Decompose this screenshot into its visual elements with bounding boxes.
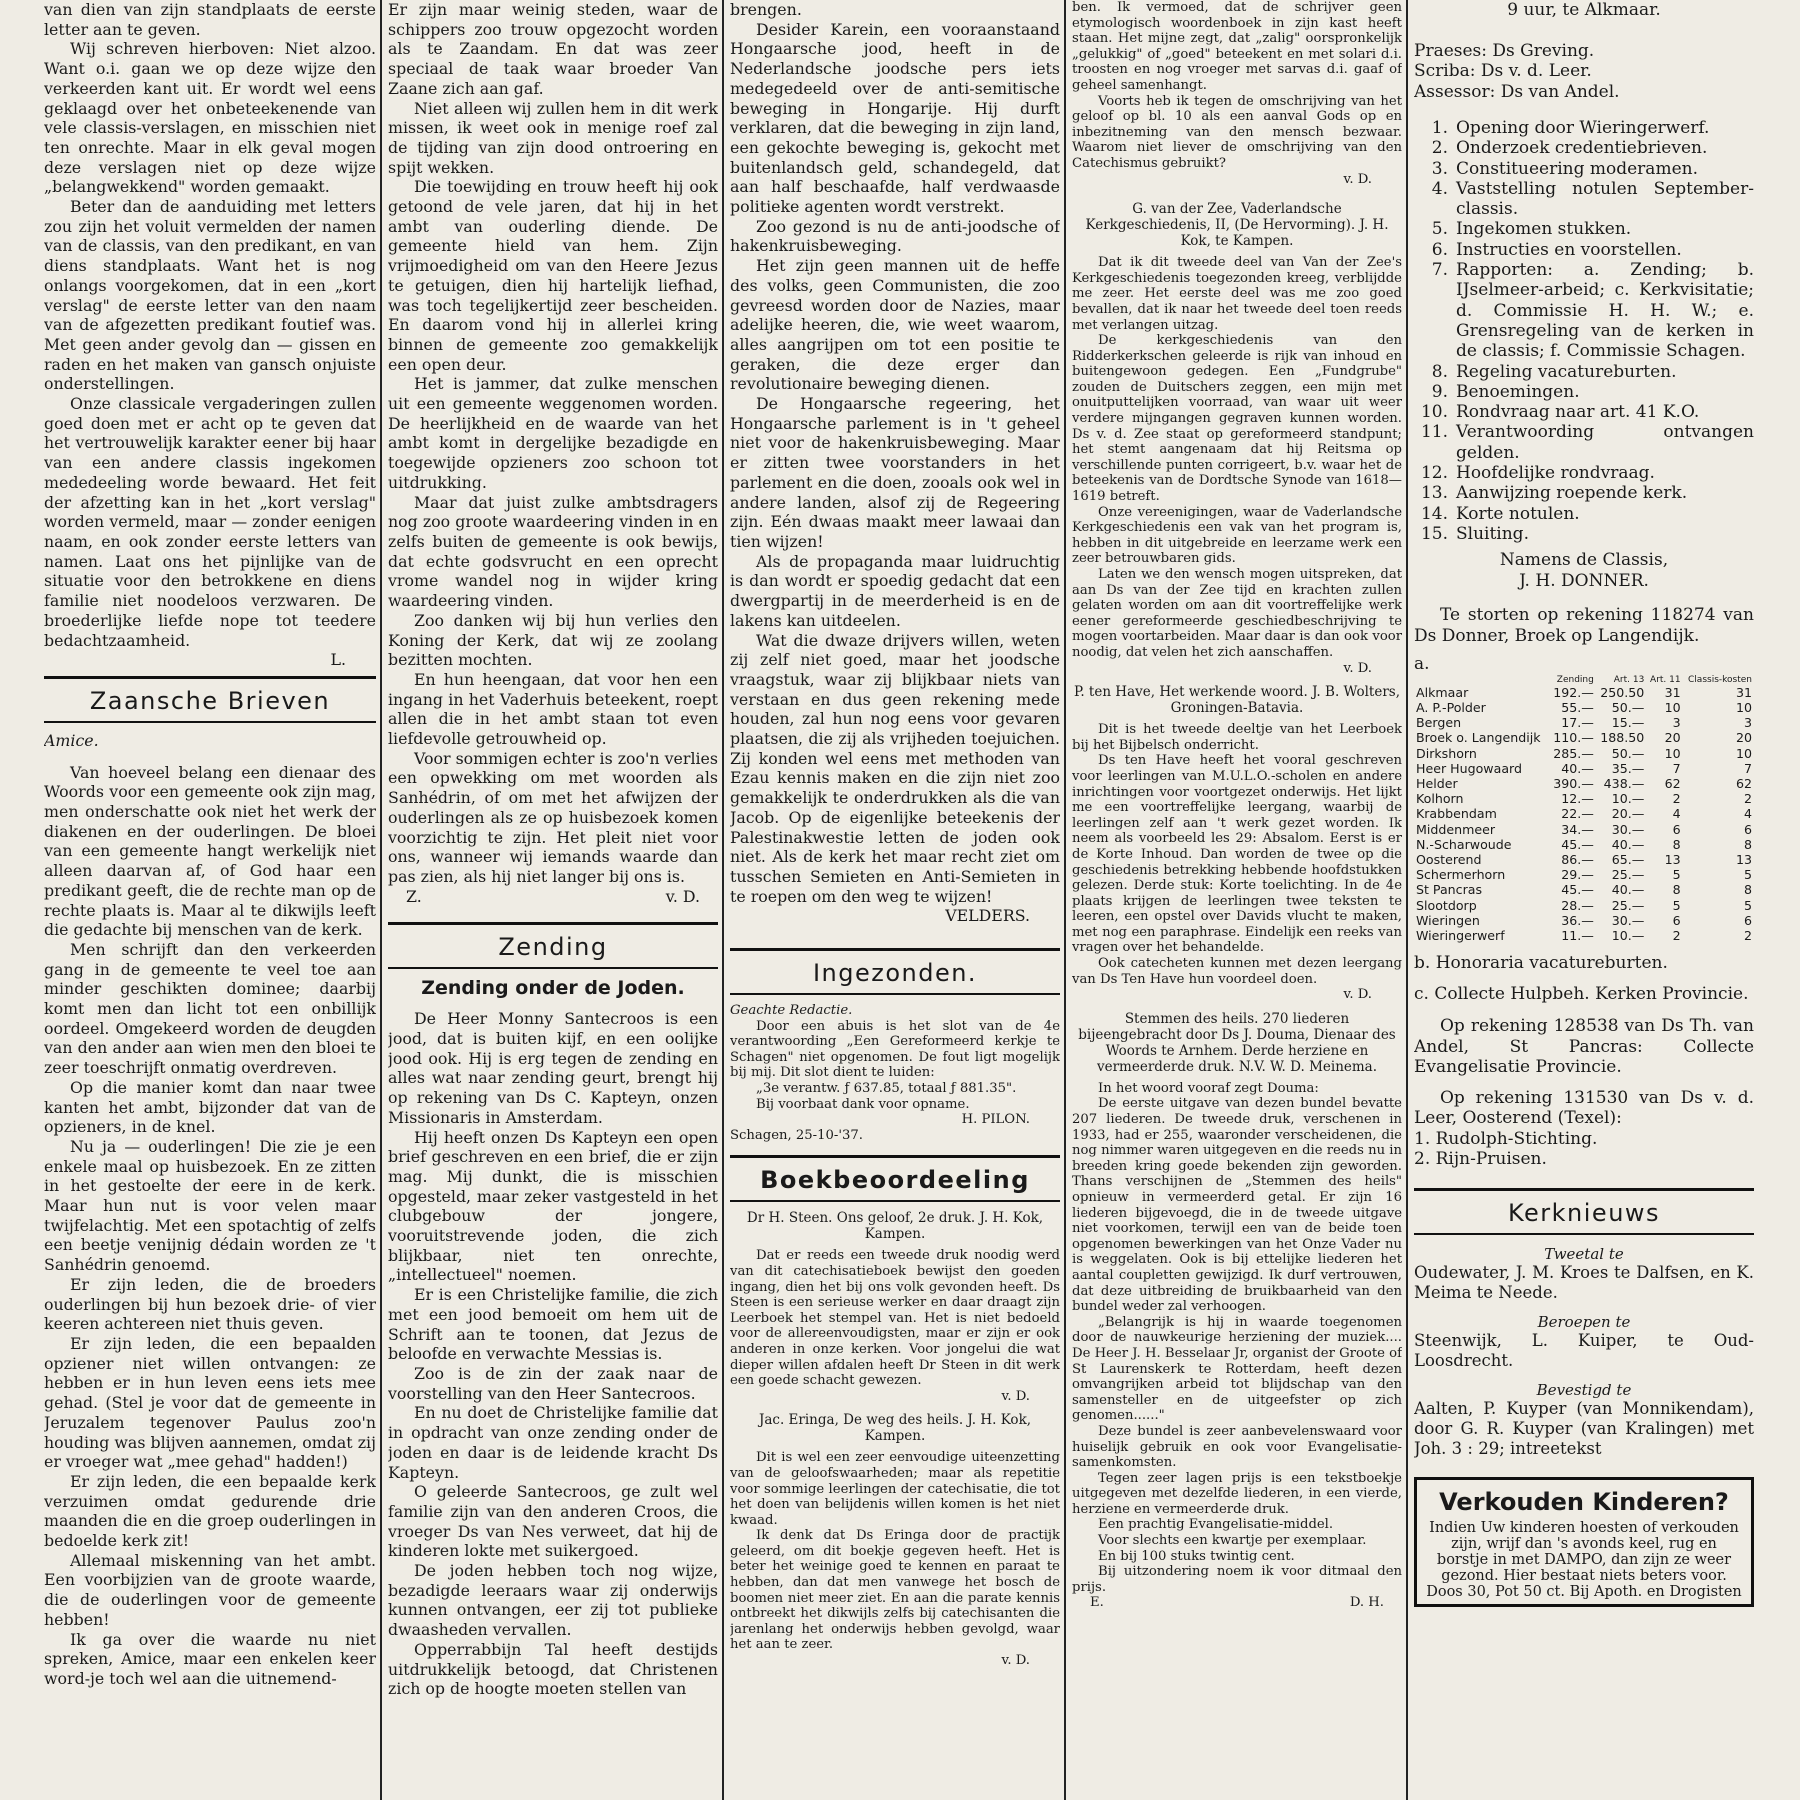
quote: „3e verantw. ƒ 637.85, totaal ƒ 881.35".	[756, 1081, 1017, 1097]
storten-text: Te storten op rekening 118274 van Ds Donner, Broek op Langendijk.	[1414, 605, 1754, 646]
amount-cell: 65.—	[1611, 851, 1645, 867]
kerknieuws-section	[1414, 1245, 1754, 1459]
section-header-zending: Zending	[388, 922, 718, 969]
agenda-item	[1414, 504, 1754, 524]
amount-cell: 29.—	[1561, 867, 1594, 883]
ingezonden-letter	[730, 1003, 1060, 1143]
amount-cell: 10	[1664, 745, 1681, 761]
agenda-text: Aanwijzing roepende kerk.	[1456, 483, 1688, 504]
reviews	[730, 1210, 1060, 1668]
amount-cell: 2	[1672, 927, 1681, 943]
agenda-text: Constitueering moderamen.	[1456, 158, 1698, 179]
amount-cell: 285.—	[1553, 745, 1594, 761]
paragraph: Zoo gezond is nu de anti-joodsche of hakenkruisbeweging.	[730, 216, 1060, 256]
kerknieuws-label: Tweetal te	[1544, 1244, 1624, 1263]
amount-cell: 40.—	[1611, 836, 1645, 852]
amount-cell: 45.—	[1561, 836, 1594, 852]
section-header-kerknieuws: Kerknieuws	[1414, 1188, 1754, 1235]
signature-right: v. D.	[665, 886, 700, 906]
section-header-zaansche-brieven: Zaansche Brieven	[44, 676, 376, 723]
agenda-text: Instructies en voorstellen.	[1456, 239, 1682, 260]
amount-cell: 25.—	[1611, 897, 1645, 913]
agenda-text: Onderzoek credentiebrieven.	[1456, 138, 1708, 159]
signature-line	[388, 887, 718, 907]
column-rule	[722, 0, 724, 1800]
table-row	[1414, 867, 1754, 882]
amount-cell: 250.50	[1600, 684, 1645, 700]
amount-cell: 6	[1672, 912, 1681, 928]
church-name-cell: Krabbendam	[1416, 806, 1497, 822]
table-header: Classis-kosten	[1688, 674, 1752, 685]
paragraph: Ook catecheten kunnen met dezen leergang van Ds Ten Have hun voordeel doen.	[1072, 956, 1402, 987]
paragraph: Er zijn leden, die een bepaalde kerk verzuimen omdat gedurende drie maanden die en die groep ouderlingen in bedoelde kerk zit!	[44, 1471, 376, 1551]
paragraph: ben. Ik vermoed, dat de schrijver geen etymologisch woordenboek in zijn kast heeft staan. Het mijne zegt, dat „zalig" oorspronkelijk „gelukkig" of „goed" beteekent en met solari d.i. troosten en nog vroeger met sarvas d.i. gaaf of geheel samenhangt.	[1072, 0, 1402, 93]
agenda-text: Opening door Wieringerwerf.	[1456, 118, 1710, 138]
amount-cell: 40.—	[1611, 882, 1645, 898]
agenda-text: Benoemingen.	[1456, 381, 1580, 402]
amount-cell: 6	[1743, 912, 1752, 928]
amount-cell: 62	[1664, 775, 1681, 791]
list-item-c: c. Collecte Hulpbeh. Kerken Provincie.	[1414, 983, 1749, 1004]
review-title: Dr H. Steen. Ons geloof, 2e druk. J. H. Kok, Kampen.	[746, 1210, 1044, 1243]
signature-right: D. H.	[1349, 1595, 1384, 1611]
paragraph: Onze vereenigingen, waar de Vaderlandsche Kerkgeschiedenis een vak van het program is, hebben in dit uitgebreide en leerzame werk een zeer betrouwbaren gids.	[1072, 504, 1402, 567]
agenda-list	[1414, 118, 1754, 544]
agenda-item	[1414, 382, 1754, 402]
col1-intro	[44, 0, 376, 670]
agenda-item	[1414, 138, 1754, 158]
amount-cell: 5	[1743, 867, 1752, 883]
amount-cell: 45.—	[1561, 882, 1594, 898]
rekening-1: Op rekening 128538 van Ds Th. van Andel, St Pancras: Collecte Evangelisatie Provincie.	[1414, 1016, 1754, 1078]
paragraph: Tegen zeer lagen prijs is een tekstboekje uitgegeven met dezelfde liederen, in een vierde, herziene en vermeerderde druk.	[1072, 1470, 1402, 1517]
signature: v. D.	[1001, 1388, 1030, 1404]
section-header-ingezonden: Ingezonden.	[730, 948, 1060, 995]
paragraph: Zoo is de zin der zaak naar de voorstelling van den Heer Santecroos.	[388, 1364, 718, 1403]
agenda-text: Verantwoording ontvangen gelden.	[1456, 422, 1754, 463]
amount-cell: 8	[1672, 882, 1681, 898]
signature: v. D.	[1343, 171, 1372, 187]
paragraph: Aalten, P. Kuyper (van Monnikendam), door G. R. Kuyper (van Kralingen) met Joh. 3 : 29; intreetekst	[1414, 1398, 1754, 1458]
table-row	[1414, 928, 1754, 943]
signature: v. D.	[1343, 987, 1372, 1003]
amount-cell: 8	[1743, 882, 1752, 898]
amount-cell: 86.—	[1561, 851, 1594, 867]
paragraph: Steenwijk, L. Kuiper, te Oud-Loosdrecht.	[1414, 1330, 1754, 1370]
table-row	[1414, 746, 1754, 761]
list-item-b: b. Honoraria vacatureburten.	[1414, 953, 1668, 974]
amount-cell: 40.—	[1561, 760, 1594, 776]
paragraph: Er zijn maar weinig steden, waar de schippers zoo trouw opgezocht worden als te Zaandam. En dat was zeer speciaal de taak waar broeder Van Zaane zich aan gaf.	[388, 0, 718, 98]
column-2	[388, 0, 718, 1699]
amount-cell: 25.—	[1611, 867, 1645, 883]
agenda-number: 4.	[1431, 178, 1448, 199]
amount-cell: 5	[1672, 867, 1681, 883]
namens-line: Namens de Classis,	[1499, 550, 1669, 571]
amount-cell: 4	[1743, 806, 1752, 822]
agenda-item	[1414, 483, 1754, 503]
paragraph: Hij heeft onzen Ds Kapteyn een open brief geschreven en een brief, die er zijn mag. Mij dunkt, die is misschien opgesteld, maar zeker vastgesteld in het clubgebouw der jongere, vooruitstrevende joden, die zich blijkbaar, niet ten onrechte, „intellectueel" noemen.	[388, 1127, 718, 1285]
amount-cell: 36.—	[1561, 912, 1594, 928]
amount-cell: 10.—	[1611, 927, 1645, 943]
paragraph: Desider Karein, een vooraanstaand Hongaarsche jood, heeft in de Nederlandsche joodsche pers iets medegedeeld over de anti-semitische beweging in Hongarije. Hij durft verklaren, dat die beweging in zijn land, een gekochte beweging is, gekocht met buitenlandsch geld, schandegeld, dat aan half beschaafde, half verdwaasde politieke agenten wordt verstrekt.	[730, 19, 1060, 217]
review-title: Stemmen des heils. 270 liederen bijeengebracht door Ds J. Douma, Dienaar des Woords te Arnhem. Derde herziene en vermeerderde druk. N.V. W. D. Meinema.	[1078, 1010, 1396, 1075]
table-row	[1414, 898, 1754, 913]
ad-body: Indien Uw kinderen hoesten of verkouden zijn, wrijf dan 's avonds keel, rug en borstje in met DAMPO, dan zijn ze weer gezond. Hier bestaat niets beters voor.	[1429, 1519, 1739, 1584]
list-label-a: a.	[1414, 654, 1430, 675]
church-name-cell: St Pancras	[1416, 882, 1483, 898]
amount-cell: 390.—	[1553, 775, 1594, 791]
amount-cell: 438.—	[1603, 775, 1645, 791]
signature: v. D.	[1001, 1653, 1030, 1669]
church-name-cell: Oosterend	[1416, 851, 1482, 867]
agenda-item	[1414, 118, 1754, 138]
paragraph: Nu ja — ouderlingen! Die zie je een enkele maal op huisbezoek. En ze zitten in het gestoelte der eere in de kerk. Maar hun nut is voor velen maar twijfelachtig. Met een spotachtig of zelfs een beetje venijnig dédain worden ze 't Sanhédrin genoemd.	[44, 1136, 376, 1275]
amount-cell: 3	[1672, 715, 1681, 731]
officers	[1414, 41, 1754, 103]
amount-cell: 34.—	[1561, 821, 1594, 837]
agenda-number: 6.	[1431, 239, 1448, 260]
officer: Scriba: Ds v. d. Leer.	[1414, 61, 1592, 81]
paragraph: De Heer Monny Santecroos is een jood, dat is buiten kijf, en een oolijke jood ook. Hij is erg tegen de zending en alles wat naar zending geurt, brengt hij op rekening van Ds C. Kapteyn, onzen Missionaris in Amsterdam.	[388, 1009, 718, 1127]
paragraph: De joden hebben toch nog wijze, bezadigde leeraars waar zij onderwijs kunnen ontvangen, eer zij tot publieke dwaasheden vervallen.	[388, 1561, 718, 1640]
amount-cell: 31	[1664, 684, 1681, 700]
amount-cell: 2	[1743, 927, 1752, 943]
agenda-item	[1414, 179, 1754, 220]
agenda-item	[1414, 362, 1754, 382]
rekening-2: Op rekening 131530 van Ds v. d. Leer, Oosterend (Texel):	[1414, 1087, 1754, 1129]
paragraph: brengen.	[730, 0, 802, 19]
agenda-number: 14.	[1420, 503, 1448, 524]
table-row	[1414, 730, 1754, 745]
amount-cell: 55.—	[1561, 699, 1594, 715]
paragraph: Voorts heb ik tegen de omschrijving van het geloof op bl. 10 als een aanval Gods op en inbezitneming van den mensch bezwaar. Waarom niet liever de omschrijving van den Catechismus gebruikt?	[1072, 93, 1402, 171]
church-name-cell: Slootdorp	[1416, 897, 1477, 913]
paragraph: Voor slechts een kwartje per exemplaar.	[1098, 1533, 1367, 1549]
table-row	[1414, 700, 1754, 715]
salutation: Geachte Redactie.	[730, 1003, 853, 1019]
agenda-item	[1414, 159, 1754, 179]
kerknieuws-label: Bevestigd te	[1536, 1380, 1632, 1399]
paragraph: Deze bundel is zeer aanbevelenswaard voor huiselijk gebruik en ook voor Evangelisatie-samenkomsten.	[1072, 1423, 1402, 1471]
amount-cell: 20	[1735, 730, 1752, 746]
subheader-zending-joden: Zending onder de Joden.	[421, 977, 685, 1000]
paragraph: Er is een Christelijke familie, die zich met een jood bemoeit om hem uit de Schrift aan te toonen, dat Jezus de beloofde en verwachte Messias is.	[388, 1285, 718, 1364]
paragraph: Oudewater, J. M. Kroes te Dalfsen, en K. Meima te Neede.	[1414, 1262, 1754, 1302]
signature: v. D.	[1343, 660, 1372, 676]
table-row	[1414, 882, 1754, 897]
paragraph: Bij voorbaat dank voor opname.	[756, 1096, 970, 1112]
signature: VELDERS.	[945, 906, 1030, 926]
amount-cell: 5	[1743, 897, 1752, 913]
amount-cell: 20	[1664, 730, 1681, 746]
church-name-cell: Dirkshorn	[1416, 745, 1477, 761]
salutation: Amice.	[44, 730, 99, 750]
church-name-cell: Wieringerwerf	[1416, 927, 1505, 943]
amount-cell: 50.—	[1611, 699, 1645, 715]
agenda-item	[1414, 524, 1754, 544]
amount-cell: 17.—	[1561, 715, 1594, 731]
agenda-number: 11.	[1420, 422, 1448, 443]
amount-cell: 15.—	[1611, 715, 1645, 731]
column-3	[730, 0, 1060, 1669]
paragraph: En hun heengaan, dat voor hen een ingang in het Vaderhuis beteekent, roept allen die in het ambt staan tot even liefdevolle getrouwheid op.	[388, 669, 718, 749]
section-header-boekbeoordeeling: Boekbeoordeeling	[730, 1155, 1060, 1202]
church-name-cell: Wieringen	[1416, 912, 1480, 928]
agenda-item	[1414, 402, 1754, 422]
agenda-text: Rapporten: a. Zending; b. IJselmeer-arbeid; c. Kerkvisitatie; d. Commissie H. H. W.; e. Grensregeling van de kerken in de classis; f. Commissie Schagen.	[1456, 260, 1754, 362]
agenda-number: 2.	[1431, 138, 1448, 159]
church-name-cell: Helder	[1416, 775, 1458, 791]
table-row	[1414, 822, 1754, 837]
amount-cell: 110.—	[1553, 730, 1594, 746]
amount-cell: 8	[1743, 836, 1752, 852]
amount-cell: 7	[1743, 760, 1752, 776]
column-5	[1414, 0, 1754, 1607]
paragraph: En bij 100 stuks twintig cent.	[1098, 1548, 1295, 1564]
officer: Praeses: Ds Greving.	[1414, 40, 1595, 61]
table-row	[1414, 837, 1754, 852]
agenda-number: 5.	[1431, 219, 1448, 240]
agenda-item	[1414, 422, 1754, 463]
amount-cell: 11.—	[1561, 927, 1594, 943]
amount-cell: 31	[1735, 684, 1752, 700]
agenda-number: 10.	[1420, 402, 1448, 423]
table-header: Art. 11	[1650, 674, 1681, 685]
table-header-row	[1414, 675, 1754, 685]
column-rule	[380, 0, 382, 1800]
amount-cell: 192.—	[1553, 684, 1594, 700]
agenda-number: 3.	[1431, 158, 1448, 179]
amount-cell: 20.—	[1611, 806, 1645, 822]
amount-cell: 7	[1672, 760, 1681, 776]
amount-cell: 10	[1735, 745, 1752, 761]
signature-left: Z.	[406, 886, 422, 906]
signature-line	[1072, 1595, 1402, 1611]
agenda-item	[1414, 219, 1754, 239]
table-row	[1414, 685, 1754, 700]
meeting-time: 9 uur, te Alkmaar.	[1507, 0, 1661, 20]
amount-cell: 22.—	[1561, 806, 1594, 822]
paragraph: Als de propaganda maar luidruchtig is dan wordt er spoedig gedacht dat een dwergpartij in de meerderheid is en de lakens kan uitdeelen.	[730, 551, 1060, 630]
review-title: G. van der Zee, Vaderlandsche Kerkgeschiedenis, II, (De Hervorming). J. H. Kok, te Kampen.	[1085, 201, 1389, 250]
amount-cell: 10	[1735, 699, 1752, 715]
amount-cell: 13	[1664, 851, 1681, 867]
amount-cell: 12.—	[1561, 791, 1594, 807]
paragraph: Een prachtig Evangelisatie-middel.	[1098, 1517, 1334, 1533]
signature: L.	[330, 650, 346, 670]
agenda-text: Regeling vacatureburten.	[1456, 361, 1677, 382]
church-name-cell: N.-Scharwoude	[1416, 836, 1512, 852]
amount-cell: 4	[1672, 806, 1681, 822]
paragraph: Zoo danken wij bij hun verlies den Koning der Kerk, dat wij ze zoolang bezitten mochten.	[388, 610, 718, 670]
ad-title: Verkouden Kinderen?	[1439, 1487, 1729, 1516]
table-row	[1414, 806, 1754, 821]
paragraph: Ik ga over die waarde nu niet spreken, Amice, maar een enkelen keer word-je toch wel aan die uitnemend-	[44, 1629, 376, 1688]
agenda-number: 7.	[1431, 260, 1448, 281]
kerknieuws-label: Beroepen te	[1537, 1312, 1631, 1331]
table-row	[1414, 791, 1754, 806]
paragraph: Ds ten Have heeft het vooral geschreven voor leerlingen van M.U.L.O.-scholen en andere inrichtingen voor voortgezet onderwijs. Het lijkt me een voortreffelijke leergang, waarbij de leerlingen zelf aan 't werk gezet worden. Ik neem als voorbeeld les 29: Absalom. Eerst is er de Korte Inhoud. Dan worden de twee op die geschiedenis betrekking hebbende hoofdstukken gelezen. Derde stuk: Korte toelichting. In de 4e plaats krijgen de leerlingen twee teksten te leeren, een opstel over Davids vlucht te maken, met nog een paraphrase. Eindelijk een reeks van vragen over het behandelde.	[1072, 753, 1402, 956]
review-title: Jac. Eringa, De weg des heils. J. H. Kok, Kampen.	[758, 1412, 1032, 1445]
column-4	[1072, 0, 1402, 1611]
amount-cell: 188.50	[1600, 730, 1645, 746]
church-name-cell: Heer Hugowaard	[1416, 760, 1522, 776]
paragraph: Door een abuis is het slot van de 4e verantwoording „Een Gereformeerd kerkje te Schagen" niet opgenomen. De fout ligt mogelijk bij mij. Dit slot dient te luiden:	[730, 1018, 1060, 1081]
amount-cell: 5	[1672, 897, 1681, 913]
paragraph: De kerkgeschiedenis van den Ridderkerkschen geleerde is rijk van inhoud en buitengewoon gedegen. Een „Fundgrube" zouden de Duitschers zeggen, een mijn met onuitputtelijken voorraad, van waar uit weer verdere mijngangen gegraven kunnen worden. Ds v. d. Zee staat op gereformeerd standpunt; het stemt aangenaam dat hij Reitsma op verschillende punten corrigeert, b.v. waar het de beteekenis van de Dordtsche Synode van 1618—1619 betreft.	[1072, 333, 1402, 505]
amount-cell: 50.—	[1611, 745, 1645, 761]
church-name-cell: Schermerhorn	[1416, 867, 1506, 883]
table-body	[1414, 685, 1754, 943]
table-row	[1414, 761, 1754, 776]
paragraph: Het is jammer, dat zulke menschen uit een gemeente weggenomen worden. De heerlijkheid en de waarde van het ambt komt in dergelijke bezadigde en toegewijde opzieners zoo schoon tot uitdrukking.	[388, 374, 718, 492]
agenda-text: Sluiting.	[1456, 523, 1529, 544]
amount-cell: 13	[1735, 851, 1752, 867]
col1-letter	[44, 763, 376, 1689]
paragraph: Die toewijding en trouw heeft hij ook getoond de vele jaren, dat hij in het ambt van ouderling diende. De gemeente hield van hem. Zijn vrijmoedigheid om van den Heere Jezus te getuigen, dien hij hartelijk liefhad, was toch tegelijkertijd zeer bescheiden. En daarom vond hij in allerlei kring binnen de gemeente zoo gemakkelijk een open deur.	[388, 177, 718, 374]
amount-cell: 30.—	[1611, 912, 1645, 928]
agenda-item	[1414, 240, 1754, 260]
paragraph: Dit is wel een zeer eenvoudige uiteenzetting van de geloofswaarheden; maar als repetitie voor sommige leerlingen der catechisatie, die tot het doen van belijdenis willen komen is het niet kwaad.	[730, 1450, 1060, 1528]
agenda-item	[1414, 463, 1754, 483]
collections-table	[1414, 675, 1754, 943]
agenda-number: 15.	[1420, 523, 1448, 544]
agenda-text: Hoofdelijke rondvraag.	[1456, 463, 1655, 484]
rekening-item: 1. Rudolph-Stichting.	[1414, 1128, 1598, 1149]
paragraph: van dien van zijn standplaats de eerste letter aan te geven.	[44, 0, 376, 39]
amount-cell: 6	[1672, 821, 1681, 837]
agenda-text: Rondvraag naar art. 41 K.O.	[1456, 402, 1700, 423]
paragraph: De Hongaarsche regeering, het Hongaarsche parlement is in 't geheel niet voor de hakenkruisbeweging. Maar er zitten twee voorstanders in het parlement en die doen, zooals ook wel in andere landen, alsof zij de Regeering zijn. Eén dwaas maakt meer lawaai dan tien wijzen!	[730, 394, 1060, 551]
paragraph: Er zijn leden, die een bepaalden opziener niet willen ontvangen: ze hebben er in hun leven eens iets mee gehad. (Stel je voor dat de gemeente in Jeruzalem tegenover Paulus zoo'n houding was blijven aannemen, omdat zij er vroeger wat „mee gehad" hadden!)	[44, 1334, 376, 1472]
table-header: Art. 13	[1613, 674, 1645, 685]
place-date: Schagen, 25-10-'37.	[730, 1127, 863, 1143]
paragraph: De eerste uitgave van dezen bundel bevatte 207 liederen. De tweede druk, verschenen in 1933, had er 255, waaronder verscheidenen, die nog nimmer waren uitgegeven en die reeds nu in breeden kring goede bekenden zijn geworden. Thans verschijnen de „Stemmen des heils" opnieuw in vermeerderd getal. Er zijn 16 liederen bijgevoegd, die in de tweede uitgave niet voorkomen, terwijl een van de beide toen opgenomen bewerkingen van het Onze Vader nu is weggelaten. Ook is bij ettelijke liederen het aantal coupletten gewijzigd. Ik durf vertrouwen, dat deze uitbreiding de bruikbaarheid van den bundel weder zal verhoogen.	[1072, 1096, 1402, 1315]
rekening-item: 2. Rijn-Pruisen.	[1414, 1149, 1547, 1170]
paragraph: In het woord vooraf zegt Douma:	[1098, 1080, 1319, 1096]
column-rule	[1406, 0, 1408, 1800]
signature: H. PILON.	[961, 1112, 1030, 1128]
church-name-cell: Broek o. Langendijk	[1416, 730, 1541, 746]
paragraph: Van hoeveel belang een dienaar des Woords voor een gemeente ook zijn mag, men onderschatte ook niet het werk der diakenen en der ouderlingen. De bloei van een gemeente hangt werkelijk niet alleen daarvan af, of God haar een predikant geeft, die de rechte man op de rechte plaats is. Maar al te dikwijls leeft die gedachte bij menschen van de kerk.	[44, 762, 376, 940]
amount-cell: 30.—	[1611, 821, 1645, 837]
paragraph: Laten we den wensch mogen uitspreken, dat aan Ds van der Zee tijd en krachten zullen gelaten worden om aan dit voortreffelijke werk eener gereformeerde geschiedbeschrijving te mogen voortarbeiden. Maar daar is dan ook voor noodig, dat velen het zich aanschaffen.	[1072, 567, 1402, 660]
paragraph: „Belangrijk is hij in waarde toegenomen door de nauwkeurige herziening der muziek.... De Heer J. H. Besselaar Jr, organist der Groote of St Laurenskerk te Rotterdam, heeft dezen omvangrijken arbeid tot blijdschap van den samensteller en de uitgeefster op zich genomen......"	[1072, 1314, 1402, 1424]
table-header: Zending	[1556, 674, 1594, 685]
agenda-text: Vaststelling notulen September-classis.	[1456, 178, 1754, 220]
paragraph: Maar dat juist zulke ambtsdragers nog zoo groote waardeering vinden in en zelfs buiten de gemeente is ook bewijs, dat echte godsvrucht en een oprecht vrome wandel nog in wijder kring waardeering vinden.	[388, 492, 718, 611]
paragraph: Wij schreven hierboven: Niet alzoo. Want o.i. gaan we op deze wijze den verkeerden kant uit. Er wordt wel eens geklaagd over het onbeteekenende van vele classis-verslagen, en misschien niet ten onrechte. Maar in elk geval mogen deze verslagen niet op deze wijze „belangwekkend" worden gemaakt.	[44, 39, 376, 197]
church-name-cell: A. P.-Polder	[1416, 699, 1486, 715]
agenda-number: 8.	[1431, 361, 1448, 382]
ad-footer: Doos 30, Pot 50 ct. Bij Apoth. en Drogisten	[1426, 1583, 1742, 1600]
paragraph: Er zijn leden, die de broeders ouderlingen bij hun bezoek drie- of vier keeren achtereen niet thuis geven.	[44, 1274, 376, 1334]
paragraph: Onze classicale vergaderingen zullen goed doen met er acht op te geven dat het vertrouwelijk karakter eener bij haar van een andere classis ingekomen mededeeling worde bewaard. Het feit der afzetting kan in het „kort verslag" worden vermeld, maar — zonder eenigen naam, en ook zonder eerste letters van namen. Laat ons het pijnlijke van de situatie voor den betrokkene en diens familie niet noodeloos verzwaren. De broederlijke liefde nope tot teedere bedachtzaamheid.	[44, 394, 376, 650]
table-header	[1414, 675, 1549, 685]
paragraph: Dat er reeds een tweede druk noodig werd van dit catechisatieboek bewijst den goeden ingang, dien het bij ons volk gevonden heeft. Ds Steen is een serieuse werker en daar draagt zijn Leerboek het stempel van. Het is niet bedoeld voor de allereenvoudigsten, maar er zijn er ook anderen in onze kerken. Voor jongelui die wat dieper willen afdalen heeft Dr Steen in dit werk een goede schacht gewezen.	[730, 1248, 1060, 1389]
amount-cell: 62	[1735, 775, 1752, 791]
amount-cell: 35.—	[1611, 760, 1645, 776]
review-title: P. ten Have, Het werkende woord. J. B. Wolters, Groningen-Batavia.	[1073, 684, 1401, 717]
officer: Assessor: Ds van Andel.	[1414, 81, 1620, 102]
agenda-number: 13.	[1420, 483, 1448, 504]
table-row	[1414, 715, 1754, 730]
church-name-cell: Kolhorn	[1416, 791, 1464, 807]
church-name-cell: Middenmeer	[1416, 821, 1496, 837]
church-name-cell: Bergen	[1416, 715, 1462, 731]
amount-cell: 10.—	[1611, 791, 1645, 807]
column-rule	[1064, 0, 1066, 1800]
amount-cell: 28.—	[1561, 897, 1594, 913]
table-row	[1414, 913, 1754, 928]
agenda-text: Korte notulen.	[1456, 503, 1580, 524]
paragraph: Bij uitzondering noem ik voor ditmaal den prijs.	[1072, 1564, 1402, 1595]
amount-cell: 8	[1672, 836, 1681, 852]
paragraph: O geleerde Santecroos, ge zult wel familie zijn van den anderen Croos, die vroeger Ds van Nes verweet, dat hij de kinderen lokte met suikergoed.	[388, 1482, 718, 1561]
church-name-cell: Alkmaar	[1416, 684, 1469, 700]
advertisement-dampo	[1414, 1477, 1754, 1607]
paragraph: Op die manier komt dan naar twee kanten het ambt, bijzonder dat van de opzieners, in de knel.	[44, 1077, 376, 1137]
paragraph: Wat die dwaze drijvers willen, weten zij zelf niet goed, maar het joodsche vraagstuk, waar zij blijkbaar niets van verstaan en dus geen rekening mede houden, zal hun nog eens voor gevaren plaatsen, die zij als vrijheden toejuichen. Zij konden wel eens met methoden van Ezau kennis maken en die zijn niet zoo gemakkelijk te onderdrukken als die van Jacob. Op de eigenlijke beteekenis der Palestinakwestie letten de joden ook niet. Als de kerk het maar recht ziet om tusschen Semieten en Anti-Semieten in te roepen om den weg te wijzen!	[730, 630, 1060, 906]
paragraph: Men schrijft dan den verkeerden gang in de gemeente te veel toe aan minder geschikten dominee; daarbij komt men dan licht tot een onbillijk oordeel. Omgekeerd worden de deugden van den ander aan wien men den bloei te zeer toeschrijft onmatig overdreven.	[44, 939, 376, 1078]
agenda-text: Ingekomen stukken.	[1456, 219, 1632, 240]
amount-cell: 3	[1743, 715, 1752, 731]
paragraph: Niet alleen wij zullen hem in dit werk missen, ik weet ook in menige roef zal de tijding van zijn dood ontroering en spijt wekken.	[388, 98, 718, 177]
amount-cell: 6	[1743, 821, 1752, 837]
paragraph: Dat ik dit tweede deel van Van der Zee's Kerkgeschiedenis toegezonden kreeg, verblijdde me zeer. Het eerste deel was me zoo goed bevallen, dat ik naar het tweede deel toen reeds met verlangen uitzag.	[1072, 255, 1402, 333]
amount-cell: 10	[1664, 699, 1681, 715]
paragraph: Beter dan de aanduiding met letters zou zijn het voluit vermelden der namen van de classis, van den predikant, en van diens standplaats. Want het is nog onlangs voorgekomen, dat in een „kort verslag" de eerste letter van den naam van de afgezetten predikant foutief was. Met geen ander gevolg dan — gissen en raden en het maken van gansch onjuiste onderstellingen.	[44, 197, 376, 394]
paragraph: Voor sommigen echter is zoo'n verlies een opwekking om met woorden als Sanhédrin, of om met het afwijzen der ouderlingen als ze op huisbezoek komen voorzichtig te zijn. Het pleit niet voor ons, wanneer wij iemands waarde dan pas zien, als hij niet langer bij ons is.	[388, 748, 718, 886]
agenda-number: 1.	[1431, 118, 1448, 138]
paragraph: Allemaal miskenning van het ambt. Een voorbijzien van de groote waarde, die de ouderlingen voor de gemeente hebben!	[44, 1550, 376, 1629]
agenda-number: 12.	[1420, 463, 1448, 484]
table-row	[1414, 852, 1754, 867]
paragraph: Dit is het tweede deeltje van het Leerboek bij het Bijbelsch onderricht.	[1072, 722, 1402, 753]
signature-left: E.	[1090, 1595, 1104, 1611]
table-row	[1414, 776, 1754, 791]
paragraph: Ik denk dat Ds Eringa door de practijk geleerd, om dit boekje gegeven heeft. Het is beter het weinige goed te kennen en paraat te hebben, dan dat men vanwege het bosch de boomen niet meer ziet. En aan die parate kennis ontbreekt het dikwijls zelfs bij catechisanten die jarenlang het onderwijs hebben gevolgd, waar het aan te zeer.	[730, 1528, 1060, 1653]
paragraph: Het zijn geen mannen uit de heffe des volks, geen Communisten, die zoo gevreesd worden door de Nazies, maar adelijke heeren, die, wie weet waarom, alles aangrijpen om tot een positie te geraken, die deze erger dan revolutionaire beweging dienen.	[730, 256, 1060, 394]
amount-cell: 2	[1672, 791, 1681, 807]
donner-signature: J. H. DONNER.	[1519, 570, 1649, 591]
column-1	[44, 0, 376, 1689]
agenda-item	[1414, 260, 1754, 361]
amount-cell: 2	[1743, 791, 1752, 807]
paragraph: En nu doet de Christelijke familie dat in opdracht van onze zending onder de joden en daar is de leidende kracht Ds Kapteyn.	[388, 1403, 718, 1482]
agenda-number: 9.	[1431, 381, 1448, 402]
paragraph: Opperrabbijn Tal heeft destijds uitdrukkelijk betoogd, dat Christenen zich op de hoogte moeten stellen van	[388, 1639, 718, 1699]
